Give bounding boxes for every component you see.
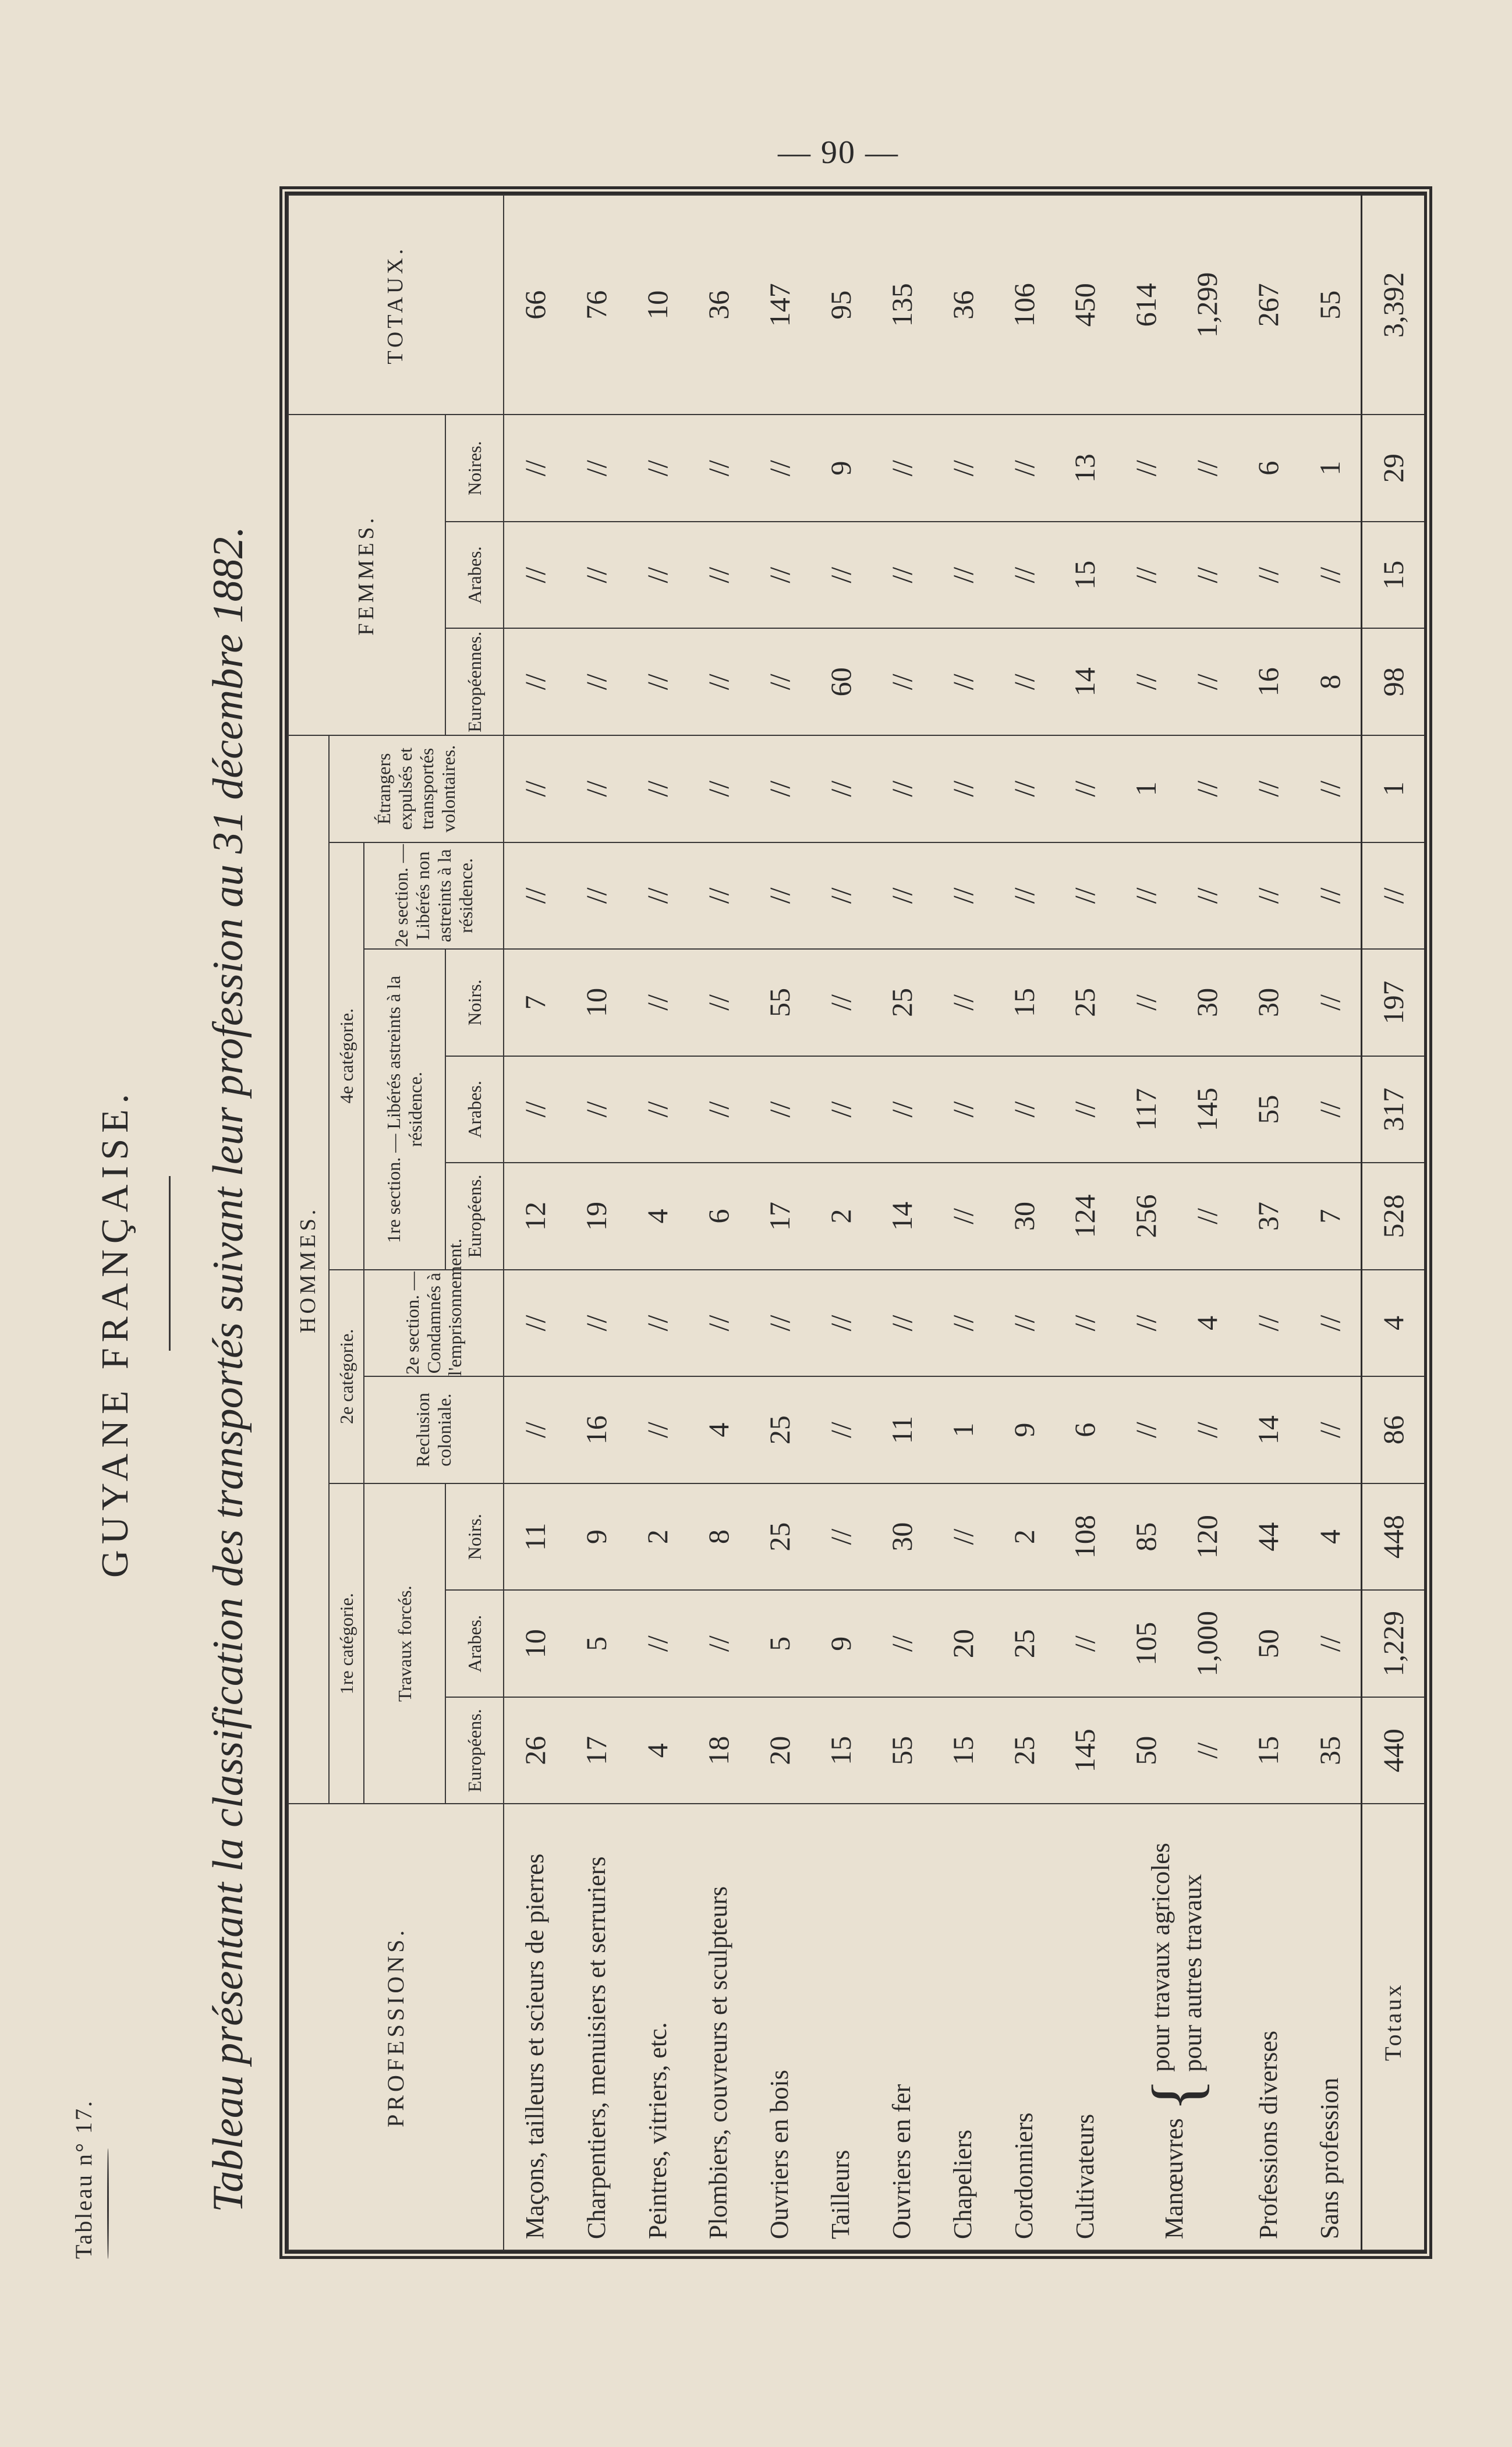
rotated-page-content bbox=[70, 186, 1456, 2259]
table-cell: 108 bbox=[1054, 1483, 1116, 1591]
table-cell: 13 bbox=[1054, 415, 1116, 522]
table-cell: // bbox=[1238, 1270, 1299, 1377]
table-cell: // bbox=[993, 522, 1054, 629]
table-cell: 14 bbox=[1238, 1376, 1299, 1483]
table-cell: // bbox=[1299, 949, 1362, 1056]
table-cell: 25 bbox=[1054, 949, 1116, 1056]
table-cell: 8 bbox=[688, 1483, 749, 1591]
table-cell: // bbox=[566, 522, 627, 629]
table-cell: 256 bbox=[1116, 1163, 1177, 1270]
row-total: 1,299 bbox=[1177, 195, 1238, 415]
table-cell: // bbox=[566, 842, 627, 950]
table-cell: 4 bbox=[688, 1376, 749, 1483]
table-cell: // bbox=[749, 415, 810, 522]
table-cell: // bbox=[932, 522, 993, 629]
row-label: pour autres travaux bbox=[1178, 1874, 1207, 2072]
table-cell: // bbox=[810, 842, 871, 950]
table-cell: // bbox=[871, 735, 932, 842]
table-cell: 9 bbox=[810, 1590, 871, 1697]
totals-row bbox=[1361, 195, 1424, 2250]
table-cell: // bbox=[688, 415, 749, 522]
row-label: Professions diverses bbox=[1238, 1804, 1299, 2251]
table-cell: 16 bbox=[1238, 628, 1299, 735]
table-cell: // bbox=[993, 628, 1054, 735]
table-cell: // bbox=[993, 1056, 1054, 1163]
table-cell: // bbox=[1054, 1270, 1116, 1377]
row-label: Chapeliers bbox=[932, 1804, 993, 2251]
table-cell: // bbox=[627, 842, 688, 950]
table-cell: // bbox=[504, 842, 566, 950]
table-cell: // bbox=[504, 1270, 566, 1377]
table-cell: 50 bbox=[1238, 1590, 1299, 1697]
table-cell: 55 bbox=[749, 949, 810, 1056]
table-cell: 2 bbox=[993, 1483, 1054, 1591]
header-arabes: Arabes. bbox=[445, 1056, 504, 1163]
table-cell: 55 bbox=[1238, 1056, 1299, 1163]
table-cell: 26 bbox=[504, 1697, 566, 1804]
table-cell: // bbox=[932, 415, 993, 522]
row-total: 450 bbox=[1054, 195, 1116, 415]
total-cell: 29 bbox=[1361, 415, 1424, 522]
table-row bbox=[993, 195, 1054, 2250]
table-row bbox=[932, 195, 993, 2250]
header-etrangers-title: Étrangers bbox=[373, 753, 395, 825]
table-cell: // bbox=[1116, 949, 1177, 1056]
table-cell: 44 bbox=[1238, 1483, 1299, 1591]
table-cell: // bbox=[566, 1056, 627, 1163]
table-cell: 4 bbox=[1177, 1270, 1238, 1377]
total-cell: 448 bbox=[1361, 1483, 1424, 1591]
table-cell: 4 bbox=[627, 1697, 688, 1804]
table-row bbox=[1299, 195, 1362, 2250]
total-cell: 86 bbox=[1361, 1376, 1424, 1483]
table-cell: // bbox=[749, 735, 810, 842]
row-label: Ouvriers en bois bbox=[749, 1804, 810, 2251]
table-cell: 4 bbox=[1299, 1483, 1362, 1591]
table-cell: // bbox=[688, 628, 749, 735]
header-europeens: Européens. bbox=[445, 1697, 504, 1804]
table-cell: 9 bbox=[993, 1376, 1054, 1483]
row-total: 55 bbox=[1299, 195, 1362, 415]
table-cell: 25 bbox=[871, 949, 932, 1056]
table-cell: 25 bbox=[993, 1590, 1054, 1697]
table-row bbox=[810, 195, 871, 2250]
row-total: 36 bbox=[688, 195, 749, 415]
table-cell: 14 bbox=[1054, 628, 1116, 735]
classification-table bbox=[288, 194, 1424, 2251]
table-cell: // bbox=[871, 1590, 932, 1697]
table-row bbox=[688, 195, 749, 2250]
row-total: 10 bbox=[627, 195, 688, 415]
total-cell: 1,229 bbox=[1361, 1590, 1424, 1697]
table-cell: // bbox=[1177, 1163, 1238, 1270]
header-europeens: Européens. bbox=[445, 1163, 504, 1270]
table-cell: // bbox=[1054, 1056, 1116, 1163]
table-cell: 17 bbox=[749, 1163, 810, 1270]
table-body bbox=[504, 195, 1424, 2250]
table-cell: // bbox=[688, 1270, 749, 1377]
table-cell: // bbox=[627, 1590, 688, 1697]
row-label: Cordonniers bbox=[993, 1804, 1054, 2251]
header-etrangers bbox=[329, 735, 504, 842]
table-cell: // bbox=[871, 1056, 932, 1163]
table-cell: 9 bbox=[566, 1483, 627, 1591]
table-cell: 20 bbox=[932, 1590, 993, 1697]
header-etrangers-sub: expulsés et transportés volontaires. bbox=[395, 745, 459, 833]
tableau-reference-rule bbox=[107, 2148, 109, 2259]
header-totaux: TOTAUX. bbox=[288, 195, 504, 415]
table-cell: 5 bbox=[749, 1590, 810, 1697]
header-professions: PROFESSIONS. bbox=[288, 1804, 504, 2251]
table-cell: 120 bbox=[1177, 1483, 1238, 1591]
table-cell: 55 bbox=[871, 1697, 932, 1804]
table-cell: // bbox=[688, 949, 749, 1056]
header-cat4-section2: 2e section. — Libérés non astreints à la résidence. bbox=[364, 842, 504, 950]
grand-total: 3,392 bbox=[1361, 195, 1424, 415]
table-cell: 50 bbox=[1116, 1697, 1177, 1804]
table-cell: // bbox=[1238, 842, 1299, 950]
table-cell: // bbox=[932, 1163, 993, 1270]
table-cell: 9 bbox=[810, 415, 871, 522]
header-travaux-forces: Travaux forcés. bbox=[364, 1483, 445, 1804]
row-total: 66 bbox=[504, 195, 566, 415]
row-label: Plombiers, couvreurs et sculpteurs bbox=[688, 1804, 749, 2251]
table-cell: // bbox=[1238, 735, 1299, 842]
table-cell: 8 bbox=[1299, 628, 1362, 735]
table-cell: // bbox=[810, 735, 871, 842]
table-cell: // bbox=[932, 842, 993, 950]
table-cell: 30 bbox=[1177, 949, 1238, 1056]
table-cell: // bbox=[1116, 842, 1177, 950]
table-cell: // bbox=[749, 628, 810, 735]
table-cell: 2 bbox=[627, 1483, 688, 1591]
row-label: Tailleurs bbox=[810, 1804, 871, 2251]
table-cell: 1,000 bbox=[1177, 1590, 1238, 1697]
total-cell: 1 bbox=[1361, 735, 1424, 842]
region-title: GUYANE FRANÇAISE. bbox=[94, 1088, 136, 1578]
table-cell: // bbox=[871, 522, 932, 629]
table-cell: // bbox=[1299, 842, 1362, 950]
manoeuvres-label-cell bbox=[1116, 1804, 1238, 2251]
table-cell: // bbox=[504, 1056, 566, 1163]
table-cell: // bbox=[627, 415, 688, 522]
table-cell: // bbox=[1299, 1056, 1362, 1163]
table-cell: 12 bbox=[504, 1163, 566, 1270]
table-row bbox=[566, 195, 627, 2250]
table-cell: // bbox=[871, 842, 932, 950]
table-cell: // bbox=[1116, 522, 1177, 629]
row-total: 95 bbox=[810, 195, 871, 415]
header-europeennes: Européennes. bbox=[445, 628, 504, 735]
row-label: pour travaux agricoles bbox=[1146, 1843, 1175, 2072]
page-number: — 90 — bbox=[778, 134, 899, 171]
table-cell: // bbox=[1116, 415, 1177, 522]
table-cell: 15 bbox=[810, 1697, 871, 1804]
table-cell: 37 bbox=[1238, 1163, 1299, 1270]
row-total: 106 bbox=[993, 195, 1054, 415]
table-cell: // bbox=[1299, 735, 1362, 842]
table-cell: // bbox=[1116, 628, 1177, 735]
table-cell: // bbox=[1299, 1590, 1362, 1697]
table-cell: // bbox=[749, 842, 810, 950]
table-cell: 85 bbox=[1116, 1483, 1177, 1591]
table-cell: // bbox=[1116, 1270, 1177, 1377]
table-cell: 2 bbox=[810, 1163, 871, 1270]
header-arabes: Arabes. bbox=[445, 522, 504, 629]
region-title-rule bbox=[169, 1176, 171, 1351]
table-cell: 25 bbox=[993, 1697, 1054, 1804]
table-cell: 124 bbox=[1054, 1163, 1116, 1270]
table-cell: 15 bbox=[1054, 522, 1116, 629]
table-cell: // bbox=[627, 1056, 688, 1163]
table-cell: // bbox=[1177, 1376, 1238, 1483]
table-cell: // bbox=[1299, 522, 1362, 629]
table-cell: // bbox=[627, 949, 688, 1056]
table-cell: // bbox=[688, 735, 749, 842]
table-cell: // bbox=[566, 1270, 627, 1377]
table-cell: // bbox=[1177, 735, 1238, 842]
table-cell: // bbox=[1054, 735, 1116, 842]
table-cell: // bbox=[993, 415, 1054, 522]
table-cell: 1 bbox=[1299, 415, 1362, 522]
table-title: Tableau présentant la classification des transportés suivant leur profession au 31 décembre 1882. bbox=[204, 526, 252, 2212]
total-cell: // bbox=[1361, 842, 1424, 950]
table-cell: // bbox=[810, 1483, 871, 1591]
tableau-reference: Tableau n° 17. bbox=[70, 2099, 97, 2259]
table-cell: 10 bbox=[566, 949, 627, 1056]
table-cell: 7 bbox=[1299, 1163, 1362, 1270]
table-cell: 105 bbox=[1116, 1590, 1177, 1697]
total-cell: 98 bbox=[1361, 628, 1424, 735]
row-label: Cultivateurs bbox=[1054, 1804, 1116, 2251]
row-label: Charpentiers, menuisiers et serruriers bbox=[566, 1804, 627, 2251]
totals-label: Totaux bbox=[1361, 1804, 1424, 2251]
table-cell: 30 bbox=[871, 1483, 932, 1591]
table-cell: 20 bbox=[749, 1697, 810, 1804]
table-cell: 35 bbox=[1299, 1697, 1362, 1804]
table-cell: // bbox=[810, 1376, 871, 1483]
table-cell: 6 bbox=[1238, 415, 1299, 522]
header-hommes: HOMMES. bbox=[288, 735, 329, 1804]
table-cell: 15 bbox=[932, 1697, 993, 1804]
table-cell: // bbox=[627, 1270, 688, 1377]
table-row bbox=[627, 195, 688, 2250]
brace-glyph: { bbox=[1137, 2078, 1215, 2112]
table-cell: 4 bbox=[627, 1163, 688, 1270]
total-cell: 440 bbox=[1361, 1697, 1424, 1804]
header-noirs: Noirs. bbox=[445, 949, 504, 1056]
table-cell: // bbox=[1299, 1270, 1362, 1377]
header-cat4: 4e catégorie. bbox=[329, 842, 364, 1270]
table-cell: // bbox=[932, 949, 993, 1056]
table-cell: 6 bbox=[1054, 1376, 1116, 1483]
manoeuvres-sublabels bbox=[1145, 1843, 1209, 2071]
header-noirs: Noirs. bbox=[445, 1483, 504, 1591]
table-cell: 60 bbox=[810, 628, 871, 735]
table-cell: // bbox=[627, 522, 688, 629]
table-cell: // bbox=[749, 522, 810, 629]
table-cell: // bbox=[504, 628, 566, 735]
table-cell: 25 bbox=[749, 1483, 810, 1591]
total-cell: 317 bbox=[1361, 1056, 1424, 1163]
row-total: 614 bbox=[1116, 195, 1177, 415]
table-cell: // bbox=[627, 735, 688, 842]
table-cell: // bbox=[993, 735, 1054, 842]
row-total: 267 bbox=[1238, 195, 1299, 415]
header-femmes: FEMMES. bbox=[288, 415, 445, 735]
header-cat2-section2: 2e section. — Condamnés à l'emprisonnement. bbox=[364, 1270, 504, 1377]
table-cell: 5 bbox=[566, 1590, 627, 1697]
table-cell: // bbox=[749, 1270, 810, 1377]
table-cell: // bbox=[932, 628, 993, 735]
table-cell: // bbox=[749, 1056, 810, 1163]
row-total: 76 bbox=[566, 195, 627, 415]
table-cell: // bbox=[1238, 522, 1299, 629]
table-cell: // bbox=[932, 1056, 993, 1163]
table-cell: 1 bbox=[932, 1376, 993, 1483]
table-cell: 30 bbox=[993, 1163, 1054, 1270]
table-cell: // bbox=[1177, 522, 1238, 629]
table-cell: 11 bbox=[871, 1376, 932, 1483]
table-cell: 11 bbox=[504, 1483, 566, 1591]
table-cell: 14 bbox=[871, 1163, 932, 1270]
table-cell: 18 bbox=[688, 1697, 749, 1804]
header-cat2: 2e catégorie. bbox=[329, 1270, 364, 1483]
row-total: 36 bbox=[932, 195, 993, 415]
table-cell: // bbox=[688, 842, 749, 950]
table-cell: 25 bbox=[749, 1376, 810, 1483]
table-cell: // bbox=[871, 628, 932, 735]
table-cell: 17 bbox=[566, 1697, 627, 1804]
table-cell: // bbox=[993, 842, 1054, 950]
table-cell: 15 bbox=[1238, 1697, 1299, 1804]
table-row bbox=[871, 195, 932, 2250]
row-label: Peintres, vitriers, etc. bbox=[627, 1804, 688, 2251]
table-cell: // bbox=[566, 628, 627, 735]
table-cell: // bbox=[1116, 1376, 1177, 1483]
row-total: 147 bbox=[749, 195, 810, 415]
table-cell: // bbox=[688, 522, 749, 629]
table-cell: // bbox=[1054, 1590, 1116, 1697]
table-cell: 117 bbox=[1116, 1056, 1177, 1163]
table-cell: 7 bbox=[504, 949, 566, 1056]
total-cell: 15 bbox=[1361, 522, 1424, 629]
table-cell: // bbox=[932, 1270, 993, 1377]
table-cell: // bbox=[810, 1270, 871, 1377]
table-cell: 145 bbox=[1054, 1697, 1116, 1804]
header-reclusion: Reclusion coloniale. bbox=[364, 1376, 504, 1483]
table-cell: // bbox=[627, 628, 688, 735]
total-cell: 4 bbox=[1361, 1270, 1424, 1377]
table-cell: // bbox=[1177, 842, 1238, 950]
table-cell: 10 bbox=[504, 1590, 566, 1697]
table-cell: 6 bbox=[688, 1163, 749, 1270]
row-label: Sans profession bbox=[1299, 1804, 1362, 2251]
header-cat4-section1: 1re section. — Libérés astreints à la résidence. bbox=[364, 949, 445, 1270]
table-cell: // bbox=[627, 1376, 688, 1483]
table-cell: // bbox=[1299, 1376, 1362, 1483]
manoeuvres-label: Manœuvres bbox=[1159, 2118, 1188, 2239]
header-cat1: 1re catégorie. bbox=[329, 1483, 364, 1804]
table-cell: // bbox=[993, 1270, 1054, 1377]
row-total: 135 bbox=[871, 195, 932, 415]
table-cell: // bbox=[810, 522, 871, 629]
table-cell: // bbox=[932, 1483, 993, 1591]
table-cell: // bbox=[688, 1590, 749, 1697]
table-cell: 30 bbox=[1238, 949, 1299, 1056]
table-cell: // bbox=[1177, 628, 1238, 735]
table-cell: // bbox=[566, 735, 627, 842]
table-cell: // bbox=[810, 1056, 871, 1163]
table-cell: // bbox=[871, 415, 932, 522]
table-row bbox=[749, 195, 810, 2250]
table-cell: // bbox=[871, 1270, 932, 1377]
table-cell: // bbox=[504, 735, 566, 842]
table-cell: 15 bbox=[993, 949, 1054, 1056]
table-cell: // bbox=[688, 1056, 749, 1163]
table-cell: 16 bbox=[566, 1376, 627, 1483]
table-frame bbox=[279, 186, 1432, 2259]
table-cell: 1 bbox=[1116, 735, 1177, 842]
table-cell: // bbox=[504, 522, 566, 629]
table-cell: // bbox=[932, 735, 993, 842]
table-row bbox=[1238, 195, 1299, 2250]
header-noires: Noires. bbox=[445, 415, 504, 522]
header-arabes: Arabes. bbox=[445, 1590, 504, 1697]
table-cell: // bbox=[1177, 415, 1238, 522]
table-cell: // bbox=[504, 1376, 566, 1483]
table-row bbox=[1116, 195, 1177, 2250]
table-row bbox=[504, 195, 566, 2250]
table-cell: // bbox=[504, 415, 566, 522]
total-cell: 197 bbox=[1361, 949, 1424, 1056]
row-label: Ouvriers en fer bbox=[871, 1804, 932, 2251]
total-cell: 528 bbox=[1361, 1163, 1424, 1270]
table-cell: // bbox=[566, 415, 627, 522]
table-cell: // bbox=[810, 949, 871, 1056]
table-cell: 19 bbox=[566, 1163, 627, 1270]
table-cell: // bbox=[1177, 1697, 1238, 1804]
table-row bbox=[1054, 195, 1116, 2250]
table-cell: 145 bbox=[1177, 1056, 1238, 1163]
table-cell: // bbox=[1054, 842, 1116, 950]
row-label: Maçons, tailleurs et scieurs de pierres bbox=[504, 1804, 566, 2251]
